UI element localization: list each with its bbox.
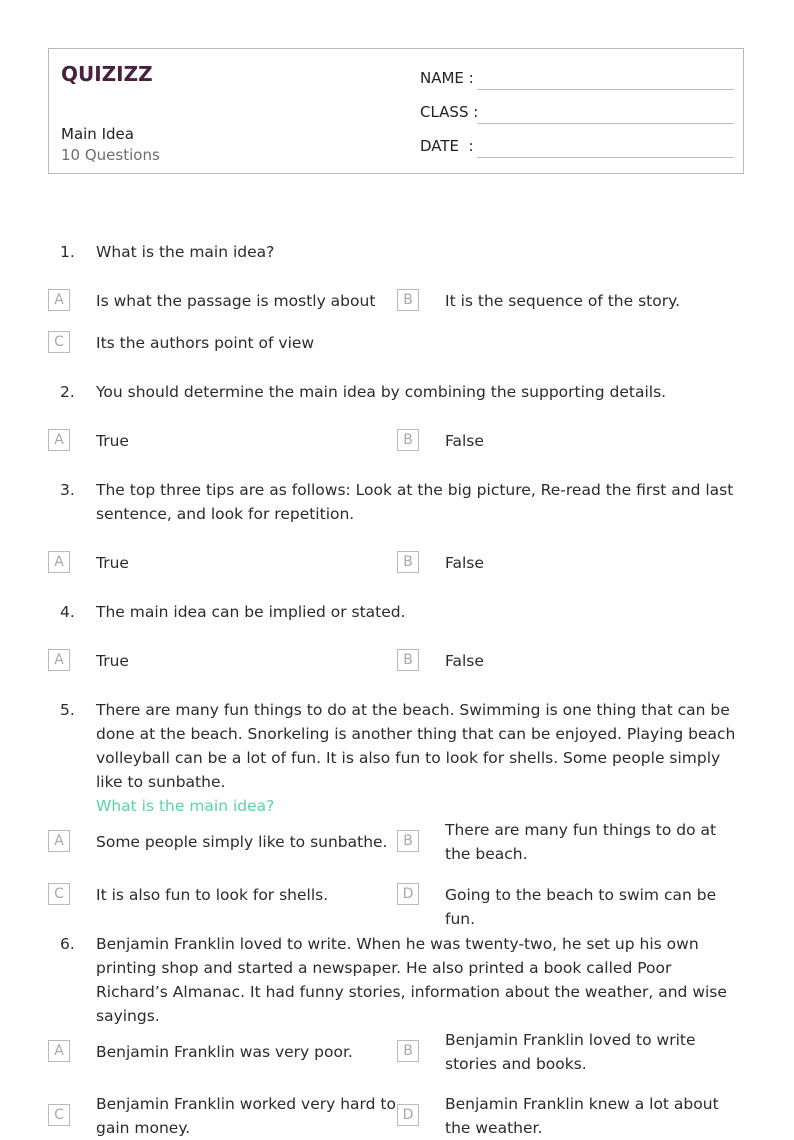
question-text: You should determine the main idea by combining the supporting details. — [96, 383, 667, 401]
class-field[interactable] — [420, 103, 734, 127]
name-line[interactable] — [477, 89, 734, 90]
option-letter-box[interactable]: C — [48, 331, 70, 353]
option-text: True — [96, 554, 129, 572]
question-prompt-highlight: What is the main idea? — [96, 797, 275, 815]
option-text: True — [96, 652, 129, 670]
class-line[interactable] — [477, 123, 734, 124]
worksheet-title: Main Idea — [61, 125, 134, 143]
option-letter-box[interactable]: B — [397, 830, 419, 852]
option-letter-box[interactable]: D — [397, 883, 419, 905]
option-text: Going to the beach to swim can be fun. — [445, 886, 717, 928]
option-text: True — [96, 432, 129, 450]
option-letter-box[interactable]: B — [397, 1040, 419, 1062]
option-text: Its the authors point of view — [96, 334, 315, 352]
option-letter-box[interactable]: A — [48, 1040, 70, 1062]
date-field[interactable] — [420, 137, 734, 161]
question-number: 1. — [60, 243, 75, 261]
option-letter-box[interactable]: B — [397, 551, 419, 573]
option-text: Benjamin Franklin was very poor. — [96, 1043, 353, 1061]
question-text: Benjamin Franklin loved to write. When he was twenty-two, he set up his own printing shop and started a newspaper. He also printed a book called Poor Richard’s Almanac. It had funny stories, information about the weather, and wise sayings. — [96, 935, 727, 1025]
question-text: The main idea can be implied or stated. — [96, 603, 406, 621]
option-letter-box[interactable]: A — [48, 551, 70, 573]
option-letter-box[interactable]: A — [48, 830, 70, 852]
option-letter-box[interactable]: D — [397, 1104, 419, 1126]
option-text: It is the sequence of the story. — [445, 292, 680, 310]
option-text: False — [445, 554, 484, 572]
question-count: 10 Questions — [61, 146, 160, 164]
svg-text:QUIZIZZ: QUIZIZZ — [61, 62, 153, 86]
option-text: False — [445, 652, 484, 670]
question-number: 2. — [60, 383, 75, 401]
name-label: NAME : — [420, 69, 474, 87]
question-text: What is the main idea? — [96, 243, 275, 261]
option-text: Benjamin Franklin knew a lot about the weather. — [445, 1095, 719, 1137]
option-text: Is what the passage is mostly about — [96, 292, 376, 310]
passage-text: There are many fun things to do at the beach. Swimming is one thing that can be done at the beach. Snorkeling is another thing that can be enjoyed. Playing beach volleyball can be a lot of fun. It is also fun to look for shells. Some people simply like to sunbathe. — [96, 701, 736, 791]
option-text: There are many fun things to do at the beach. — [445, 821, 717, 863]
class-label: CLASS : — [420, 103, 479, 121]
date-line[interactable] — [477, 157, 734, 158]
option-letter-box[interactable]: B — [397, 289, 419, 311]
option-text: False — [445, 432, 484, 450]
question-number: 5. — [60, 701, 75, 719]
name-field[interactable] — [420, 69, 734, 93]
option-letter-box[interactable]: C — [48, 883, 70, 905]
option-text: Benjamin Franklin loved to write stories and books. — [445, 1031, 696, 1073]
option-letter-box[interactable]: B — [397, 649, 419, 671]
option-text: It is also fun to look for shells. — [96, 886, 329, 904]
date-label: DATE : — [420, 137, 474, 155]
option-text: Some people simply like to sunbathe. — [96, 833, 388, 851]
option-letter-box[interactable]: A — [48, 289, 70, 311]
question-text: The top three tips are as follows: Look at the big picture, Re-read the first and last sentence, and look for repetition. — [96, 481, 734, 523]
option-letter-box[interactable]: B — [397, 429, 419, 451]
question-text — [96, 698, 746, 818]
question-number: 6. — [60, 935, 75, 953]
option-letter-box[interactable]: A — [48, 429, 70, 451]
option-letter-box[interactable]: A — [48, 649, 70, 671]
option-text: Benjamin Franklin worked very hard to gain money. — [96, 1095, 396, 1137]
question-number: 4. — [60, 603, 75, 621]
question-number: 3. — [60, 481, 75, 499]
worksheet-header — [48, 48, 744, 174]
quizizz-logo — [61, 60, 153, 86]
option-letter-box[interactable]: C — [48, 1104, 70, 1126]
